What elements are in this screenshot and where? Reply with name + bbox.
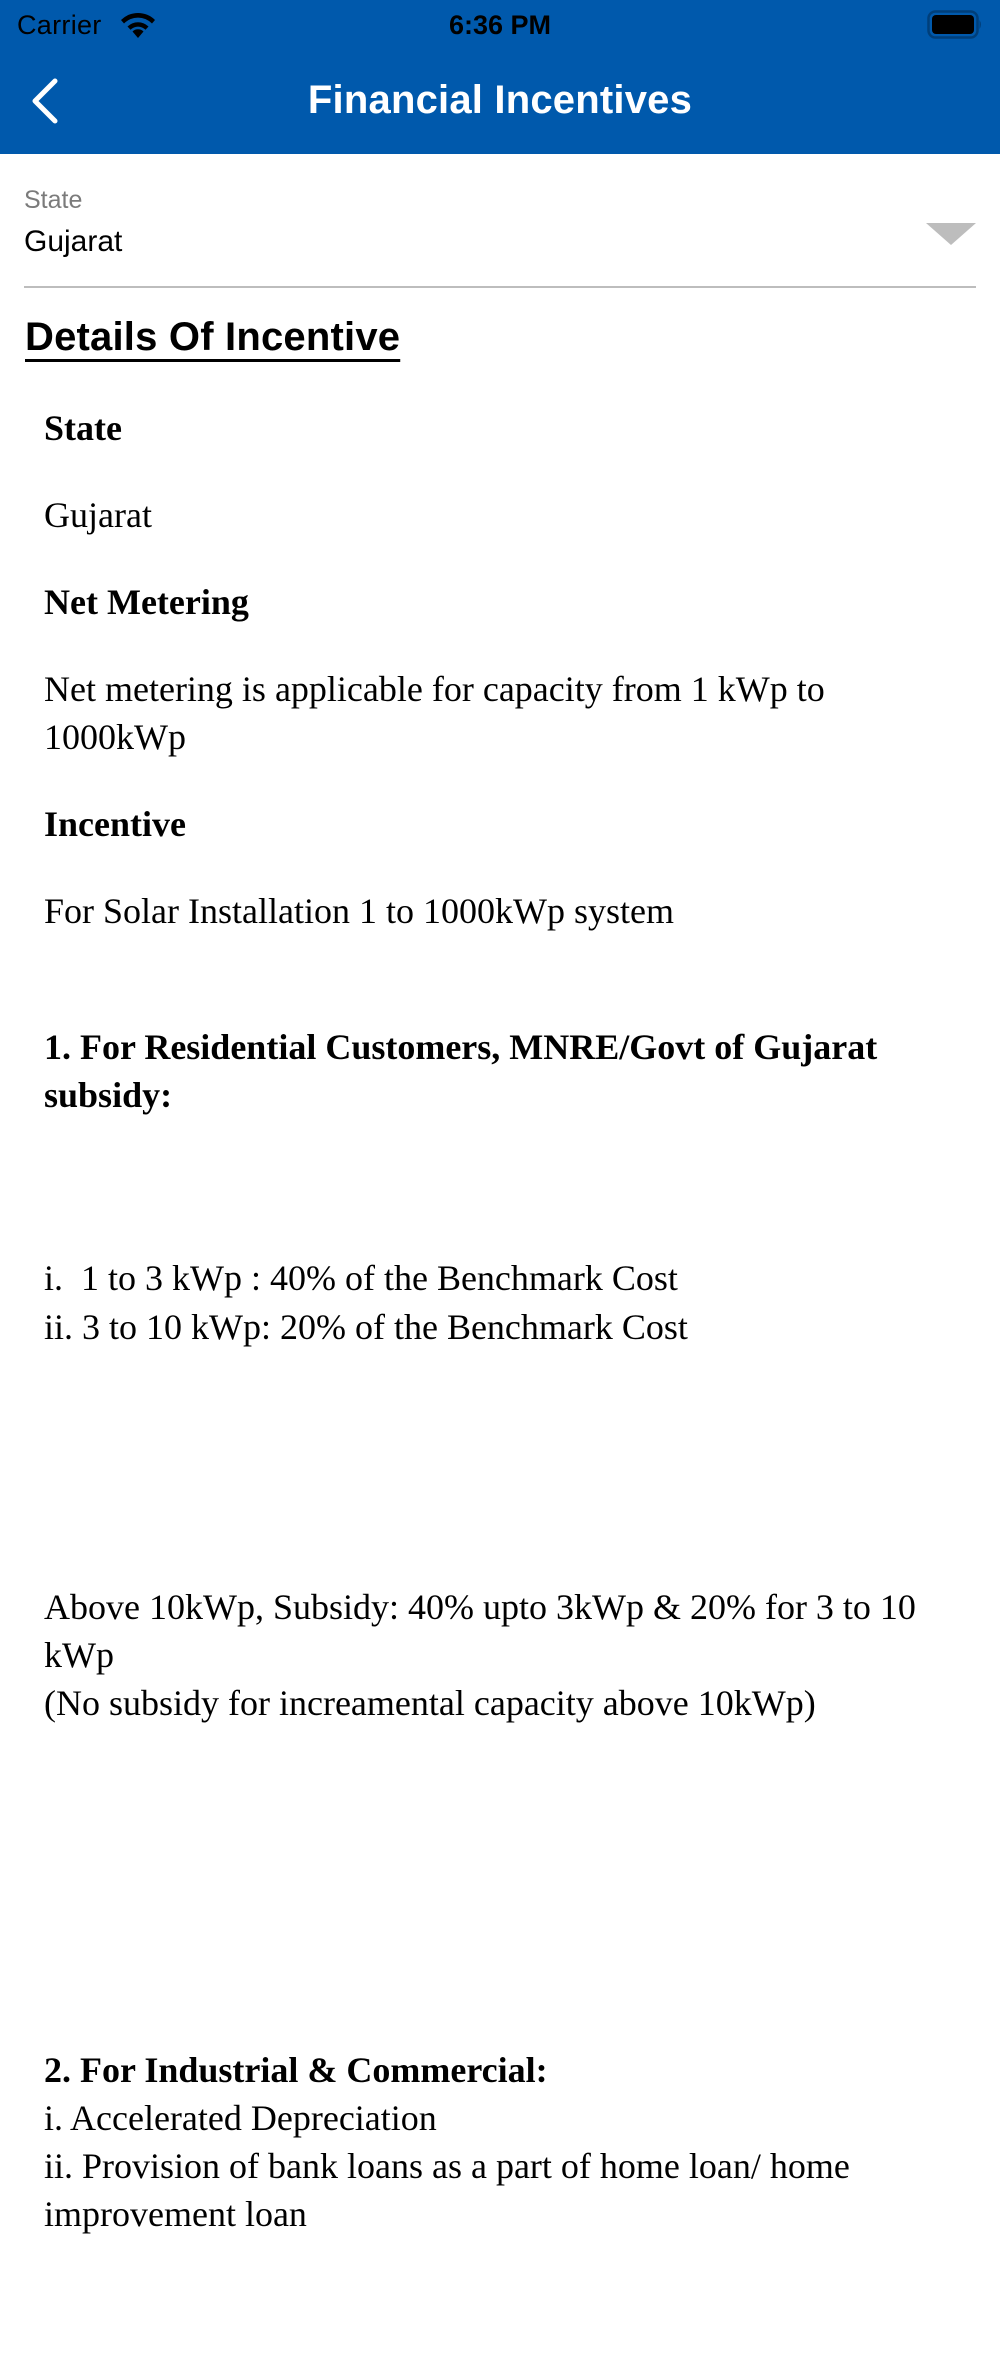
dropdown-underline [24,286,976,288]
residential-heading: 1. For Residential Customers, MNRE/Govt of Gujarat subsidy: [44,1026,887,1115]
incentive-details [44,404,964,2374]
residential-note: (No subsidy for increamental capacity above 10kWp) [44,1683,816,1724]
industrial-item: i. Accelerated Depreciation [44,2097,437,2138]
top-bar [0,0,1000,154]
industrial-heading: 2. For Industrial & Commercial: [44,2049,548,2090]
state-dropdown-value: Gujarat [24,225,123,258]
residential-item: i. 1 to 3 kWp : 40% of the Benchmark Cost [44,1258,678,1299]
incentive-text: For Solar Installation 1 to 1000kWp system [44,891,674,932]
state-heading: State [44,408,122,448]
state-dropdown[interactable] [24,180,976,288]
industrial-item: ii. Provision of bank loans as a part of home loan/ home improvement loan [44,2146,859,2235]
spacer [44,1824,964,1872]
net-metering-text: Net metering is applicable for capacity from 1 kWp to 1000kWp [44,668,834,758]
caret-down-icon [926,223,976,245]
spacer [44,1873,964,1921]
page-title: Financial Incentives [307,78,693,122]
net-metering-heading: Net Metering [44,581,249,622]
carrier-label: Carrier [17,10,102,40]
details-heading: Details Of Incentive [25,315,401,359]
residential-item: ii. 3 to 10 kWp: 20% of the Benchmark Cost [44,1306,688,1347]
spacer [44,936,964,984]
battery-full-icon [927,10,983,39]
residential-above-text: Above 10kWp, Subsidy: 40% upto 3kWp & 20% for 3 to 10 kWp [44,1586,925,1676]
state-value: Gujarat [44,494,152,535]
incentive-heading: Incentive [44,804,186,845]
status-time: 6:36 PM [448,10,552,40]
state-dropdown-label: State [24,186,83,214]
